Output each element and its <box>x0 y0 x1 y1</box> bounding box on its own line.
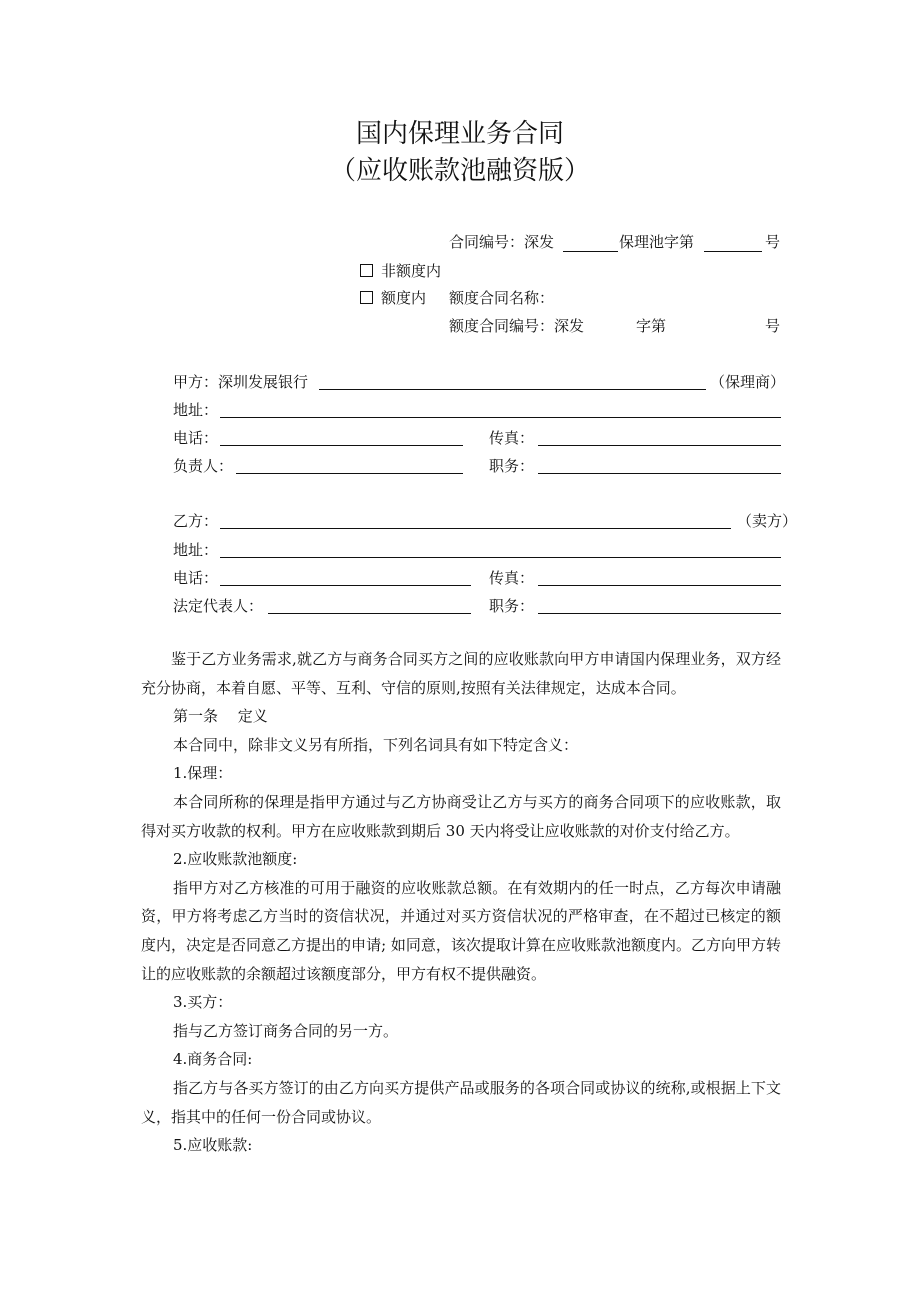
option-non-quota <box>360 261 441 281</box>
party-b-address-label: 地址： <box>173 541 219 559</box>
contract-body <box>141 645 781 1160</box>
party-a-principal-label: 负责人： <box>173 457 234 475</box>
party-b-legal-rep-blank <box>268 613 471 614</box>
quota-contract-no-zi: 字第 <box>636 317 667 335</box>
party-a-address-blank <box>220 417 781 418</box>
definition-4-heading: 4.商务合同: <box>173 1050 253 1069</box>
party-a-phone-blank <box>220 445 463 446</box>
checkbox-non-quota[interactable] <box>360 264 373 277</box>
definition-3-text: 指与乙方签订商务合同的另一方。 <box>173 1021 399 1040</box>
party-b-blank <box>220 528 731 529</box>
contract-no-suffix: 号 <box>765 233 781 251</box>
option-non-quota-label: 非额度内 <box>381 262 442 280</box>
party-b-label: 乙方： <box>173 512 219 530</box>
quota-contract-name-label: 额度合同名称： <box>449 289 555 307</box>
definition-3-heading: 3.买方： <box>173 993 233 1012</box>
party-a-label: 甲方：深圳发展银行 <box>173 373 309 391</box>
definition-5-heading: 5.应收账款: <box>173 1136 253 1155</box>
party-a-position-blank <box>538 473 781 474</box>
party-a-address-label: 地址： <box>173 401 219 419</box>
party-a-fax-blank <box>538 445 781 446</box>
party-a-phone-label: 电话： <box>173 429 219 447</box>
party-b-position-label: 职务： <box>489 597 535 615</box>
intro-paragraph: 鉴于乙方业务需求,就乙方与商务合同买方之间的应收账款向甲方申请国内保理业务，双方经充分协商，本着自愿、平等、互利、守信的原则,按照有关法律规定，达成本合同。 <box>141 650 781 697</box>
article-1-intro: 本合同中，除非文义另有所指，下列名词具有如下特定含义： <box>173 735 579 754</box>
document-title: 国内保理业务合同 <box>355 119 564 149</box>
article-1-heading: 第一条 定义 <box>173 707 268 726</box>
document-subtitle: （应收账款池融资版） <box>329 156 590 186</box>
definition-4-text: 指乙方与各买方签订的由乙方向买方提供产品或服务的各项合同或协议的统称,或根据上下文义，指其中的任何一份合同或协议。 <box>141 1078 781 1126</box>
party-b-fax-blank <box>538 585 781 586</box>
definition-1-text: 本合同所称的保理是指甲方通过与乙方协商受让乙方与买方的商务合同项下的应收账款，取得对买方收款的权利。甲方在应收账款到期后 30 天内将受让应收账款的对价支付给乙方。 <box>141 792 781 840</box>
option-quota-label: 额度内 <box>381 289 427 307</box>
quota-contract-no-hao: 号 <box>765 317 781 335</box>
option-quota <box>360 288 426 308</box>
party-a-blank <box>319 389 706 390</box>
party-a-position-label: 职务： <box>489 457 535 475</box>
party-b-phone-blank <box>220 585 471 586</box>
quota-contract-no-label: 额度合同编号：深发 <box>449 317 585 335</box>
contract-no-blank-1 <box>563 251 618 252</box>
party-b-phone-label: 电话： <box>173 569 219 587</box>
party-b-fax-label: 传真： <box>489 569 535 587</box>
party-a-fax-label: 传真： <box>489 429 535 447</box>
party-b-role: （卖方） <box>737 512 798 530</box>
contract-no-blank-2 <box>704 251 762 252</box>
contract-no-prefix: 合同编号：深发 <box>449 233 555 251</box>
definition-1-heading: 1.保理： <box>173 764 233 783</box>
definition-2-text: 指甲方对乙方核准的可用于融资的应收账款总额。在有效期内的任一时点，乙方每次申请融资，甲方将考虑乙方当时的资信状况，并通过对买方资信状况的严格审查，在不超过已核定的额度内，决定是否同意乙方提出的申请; 如同意，该次提取计算在应收账款池额度内。乙方向甲方转让的应收账款的余额超过该额度部分，甲方有权不提供融资。 <box>141 878 781 983</box>
checkbox-quota[interactable] <box>360 291 373 304</box>
party-a-principal-blank <box>236 473 463 474</box>
party-b-legal-rep-label: 法定代表人： <box>173 597 264 615</box>
contract-no-middle: 保理池字第 <box>619 233 695 251</box>
definition-2-heading: 2.应收账款池额度: <box>173 850 298 869</box>
party-b-address-blank <box>220 557 781 558</box>
party-b-position-blank <box>538 613 781 614</box>
party-a-role: （保理商） <box>710 373 786 391</box>
